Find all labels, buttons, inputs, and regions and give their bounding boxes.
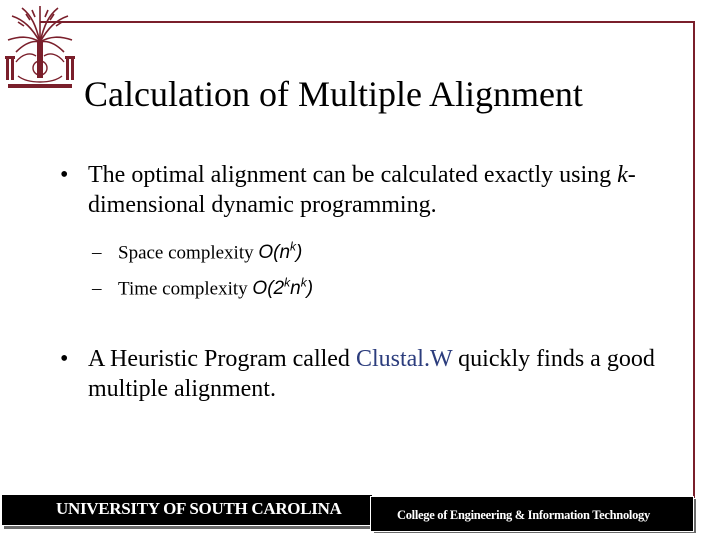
bullet-text: The optimal alignment can be calculated exactly using bbox=[88, 162, 618, 188]
subitem-marker: – bbox=[92, 242, 102, 264]
footer-college-label: College of Engineering & Information Technology bbox=[397, 508, 650, 522]
bullet-marker: • bbox=[60, 162, 69, 188]
bullet-text: A Heuristic Program called bbox=[88, 346, 356, 372]
subitem-space-complexity bbox=[92, 235, 302, 265]
subitem-marker: – bbox=[92, 278, 102, 300]
clustalw-highlight: Clustal.W bbox=[355, 346, 453, 372]
subitem-time-complexity bbox=[92, 271, 313, 301]
bullet-marker: • bbox=[60, 346, 69, 372]
bullet-text-end: -dimensional dynamic programming. bbox=[88, 162, 636, 218]
footer-college-bar bbox=[370, 496, 694, 532]
slide-title: Calculation of Multiple Alignment bbox=[84, 74, 583, 114]
palmetto-tree-logo-icon bbox=[2, 2, 78, 94]
frame-top-rule bbox=[40, 21, 694, 23]
subitem-label: Space complexity bbox=[118, 242, 259, 264]
footer-university-label: UNIVERSITY OF SOUTH CAROLINA bbox=[56, 499, 342, 518]
subitem-label: Time complexity bbox=[118, 278, 253, 300]
time-complexity-formula: $O(2^kn^k)$ bbox=[252, 276, 314, 300]
bullet-clustalw bbox=[60, 344, 668, 404]
footer-university-bar bbox=[1, 494, 373, 526]
bullet-emphasis: k bbox=[617, 162, 628, 188]
space-complexity-formula: $O(n^k)$ bbox=[258, 240, 303, 264]
frame-right-rule bbox=[693, 21, 695, 498]
bullet-text-end: quickly finds a good multiple alignment. bbox=[88, 346, 655, 402]
bullet-optimal-alignment bbox=[60, 160, 668, 220]
